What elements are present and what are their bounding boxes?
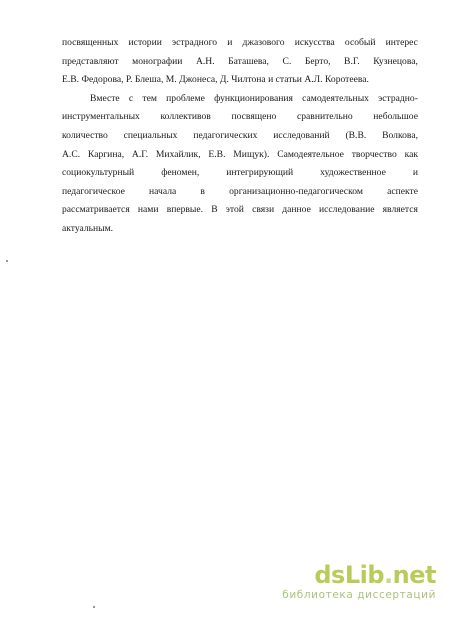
word: творчество bbox=[351, 148, 397, 160]
word: впервые. bbox=[166, 204, 204, 216]
dslib-watermark bbox=[256, 563, 436, 607]
scan-speck bbox=[93, 606, 95, 608]
word: в bbox=[200, 185, 205, 197]
watermark-logo-dot: . bbox=[384, 561, 393, 589]
text-line bbox=[62, 53, 418, 72]
word: нами bbox=[137, 204, 159, 216]
word: интегрирующий bbox=[226, 167, 294, 179]
word: посвящено bbox=[231, 111, 277, 123]
scan-speck bbox=[6, 260, 8, 262]
word: тем bbox=[142, 92, 157, 104]
text-line bbox=[62, 183, 418, 202]
word: является bbox=[382, 204, 418, 216]
watermark-logo-tld: net bbox=[392, 561, 436, 589]
word: Федорова, bbox=[81, 74, 124, 86]
word: Кузнецова, bbox=[373, 55, 418, 67]
text-line bbox=[62, 34, 418, 53]
word: самодеятельных bbox=[302, 92, 369, 104]
word: феномен, bbox=[161, 167, 200, 179]
word: истории bbox=[128, 37, 162, 48]
text-line bbox=[62, 108, 418, 127]
word: Баташева, bbox=[228, 55, 269, 67]
word: этой bbox=[225, 204, 244, 216]
word: Михайлик, bbox=[155, 148, 201, 160]
word: В bbox=[211, 204, 218, 216]
word: специальных bbox=[123, 129, 178, 141]
word: Самодеятельное bbox=[277, 148, 344, 160]
word: Джонеса, bbox=[179, 74, 218, 86]
word: небольшое bbox=[373, 111, 418, 123]
word: как bbox=[404, 148, 418, 160]
word: проблеме bbox=[166, 92, 205, 104]
body-text bbox=[62, 34, 418, 239]
word: связи bbox=[252, 204, 275, 216]
watermark-subtitle: библиотека диссертаций bbox=[282, 589, 436, 601]
paragraph-2 bbox=[62, 90, 418, 239]
word: актуальным. bbox=[62, 222, 114, 234]
word: данное bbox=[282, 204, 311, 216]
word: коллективов bbox=[160, 111, 211, 123]
word: художественное bbox=[320, 167, 386, 179]
word: исследование bbox=[319, 204, 375, 216]
word: социокультурный bbox=[62, 167, 135, 179]
word: Мищук). bbox=[233, 148, 270, 160]
word: Берто, bbox=[304, 55, 331, 67]
text-line bbox=[62, 90, 418, 109]
word: функционирования bbox=[214, 92, 293, 104]
word: Д. bbox=[219, 74, 229, 86]
word: начала bbox=[149, 185, 177, 197]
paragraph-1 bbox=[62, 34, 418, 90]
word: организационно-педагогическом bbox=[229, 185, 363, 197]
text-line bbox=[62, 220, 418, 239]
word: монографии bbox=[132, 55, 183, 67]
word: посвященных bbox=[62, 37, 119, 48]
word: рассматривается bbox=[62, 204, 130, 216]
word: статьи bbox=[275, 74, 302, 86]
word: А.Н. bbox=[195, 55, 215, 67]
word: исследований bbox=[273, 129, 330, 141]
word: с bbox=[128, 92, 134, 104]
word: эстрадного bbox=[172, 37, 218, 48]
word: Е.В. bbox=[208, 148, 226, 160]
word: педагогических bbox=[193, 129, 258, 141]
word: количество bbox=[62, 129, 108, 141]
word: Е.В. bbox=[62, 74, 80, 86]
word: интерес bbox=[385, 37, 418, 48]
word: Волкова, bbox=[382, 129, 418, 141]
word: Р. bbox=[125, 74, 133, 86]
word: эстрадно- bbox=[378, 92, 418, 104]
word: Каргина, bbox=[87, 148, 125, 160]
text-line bbox=[62, 146, 418, 165]
text-line bbox=[62, 164, 418, 183]
word: В.Г. bbox=[344, 55, 360, 67]
word: А.Г. bbox=[131, 148, 149, 160]
word: джазового bbox=[242, 37, 285, 48]
word: Вместе bbox=[90, 92, 120, 104]
text-line bbox=[62, 201, 418, 220]
word: сравнительно bbox=[296, 111, 353, 123]
word: инструментальных bbox=[62, 111, 140, 123]
word: М. bbox=[165, 74, 177, 86]
text-line bbox=[62, 71, 418, 90]
word: и bbox=[268, 74, 274, 86]
watermark-logo bbox=[314, 563, 436, 587]
word: аспекте bbox=[387, 185, 418, 197]
watermark-logo-main: dsLib bbox=[314, 561, 385, 589]
word: С. bbox=[282, 55, 292, 67]
word: (В.В. bbox=[345, 129, 367, 141]
word: А.Л. bbox=[304, 74, 323, 86]
word: Чилтона bbox=[231, 74, 266, 86]
word: педагогическое bbox=[62, 185, 125, 197]
word: Блеша, bbox=[134, 74, 164, 86]
word: и bbox=[227, 37, 233, 48]
word: Коротеева. bbox=[324, 74, 369, 86]
word: А.С. bbox=[62, 148, 81, 160]
text-line bbox=[62, 127, 418, 146]
word: и bbox=[412, 167, 418, 179]
word: искусства bbox=[294, 37, 335, 48]
word: особый bbox=[344, 37, 376, 48]
word: представляют bbox=[62, 55, 119, 67]
